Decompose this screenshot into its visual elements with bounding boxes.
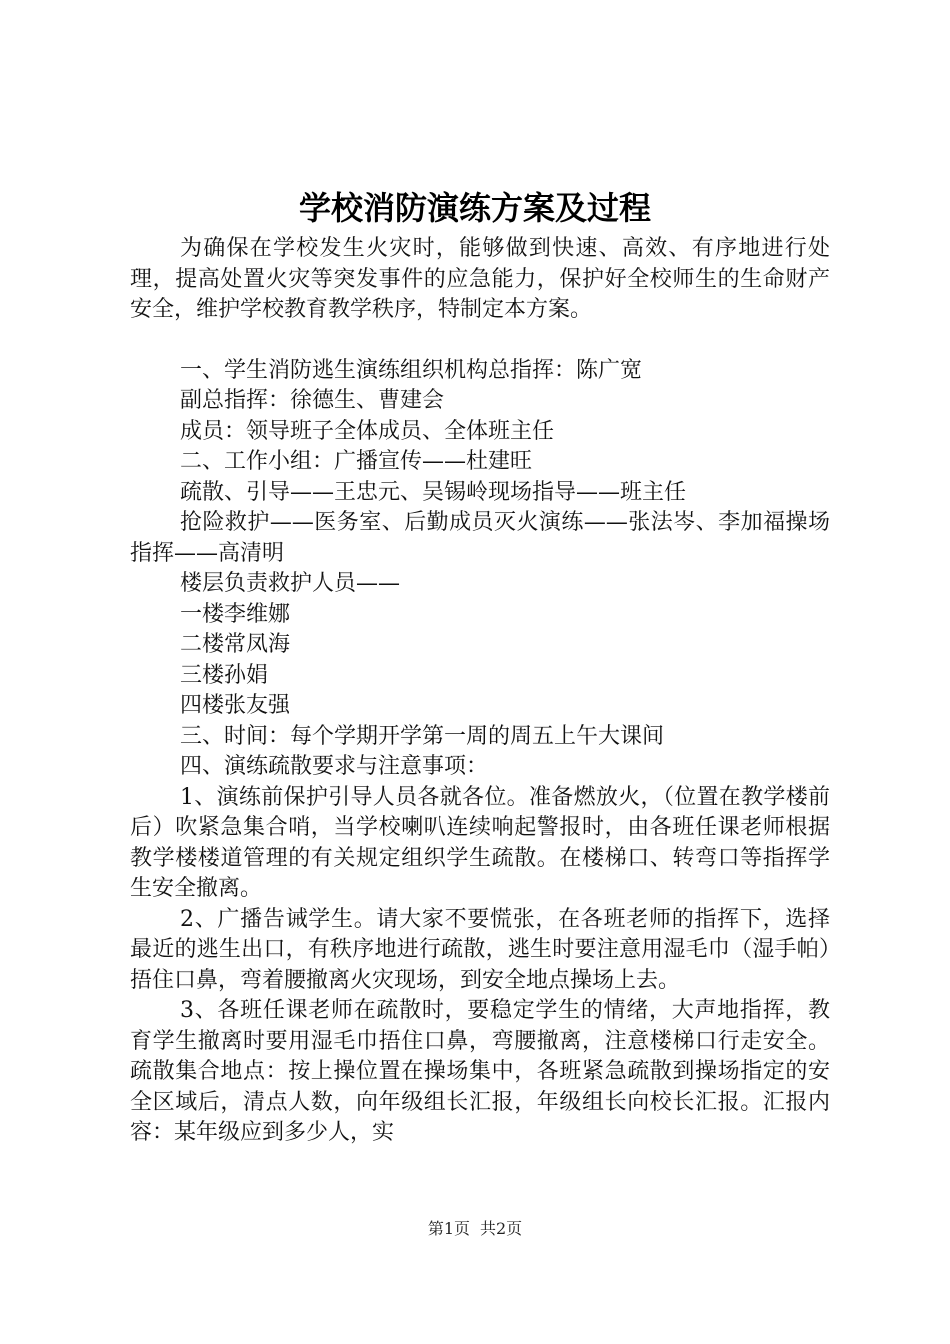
page-number: 第1页 — [427, 1219, 470, 1238]
paragraph-commander: 一、学生消防逃生演练组织机构总指挥：陈广宽 — [180, 357, 643, 383]
paragraph-time: 三、时间：每个学期开学第一周的周五上午大课间 — [180, 723, 665, 749]
paragraph-floor-2: 二楼常凤海 — [180, 632, 291, 657]
paragraph-requirements-heading: 四、演练疏散要求与注意事项： — [180, 754, 489, 779]
page-total: 共2页 — [480, 1219, 523, 1238]
paragraph-working-group: 二、工作小组：广播宣传——杜建旺 — [180, 449, 533, 474]
paragraph-requirement-1: 1、演练前保护引导人员各就各位。准备燃放火，（位置在教学楼前后）吹紧急集合哨，当学校喇叭连续响起警报时，由各班任课老师根据教学楼楼道管理的有关规定组织学生疏散。在楼梯口、转弯口等指挥学生安全撤离。 — [130, 784, 830, 901]
document-title: 学校消防演练方案及过程 — [298, 189, 651, 227]
paragraph-requirement-2: 2、广播告诫学生。请大家不要慌张，在各班老师的指挥下，选择最近的逃生出口，有秩序地进行疏散，逃生时要注意用湿毛巾（湿手帕）捂住口鼻，弯着腰撤离火灾现场，到安全地点操场上去。 — [130, 906, 830, 993]
paragraph-floor-staff: 楼层负责救护人员—— — [180, 571, 401, 596]
paragraph-evacuation-guide: 疏散、引导——王忠元、吴锡岭现场指导——班主任 — [180, 479, 687, 505]
paragraph-floor-1: 一楼李维娜 — [180, 601, 291, 627]
paragraph-members: 成员：领导班子全体成员、全体班主任 — [180, 418, 555, 444]
paragraph-requirement-3: 3、各班任课老师在疏散时，要稳定学生的情绪，大声地指挥，教育学生撤离时要用湿毛巾捂住口鼻，弯腰撤离，注意楼梯口行走安全。疏散集合地点：按上操位置在操场集中，各班紧急疏散到操场指定的安全区域后，清点人数，向年级组长汇报，年级组长向校长汇报。汇报内容：某年级应到多少人，实 — [130, 998, 830, 1145]
paragraph-rescue: 抢险救护——医务室、后勤成员灭火演练——张法岑、李加福操场指挥——高清明 — [130, 510, 830, 566]
document-body — [130, 234, 830, 1149]
paragraph-floor-4: 四楼张友强 — [180, 693, 291, 718]
paragraph-floor-3: 三楼孙娟 — [180, 662, 269, 688]
paragraph-deputy: 副总指挥：徐德生、曹建会 — [180, 388, 445, 413]
page-footer — [0, 1216, 950, 1239]
paragraph-intro: 为确保在学校发生火灾时，能够做到快速、高效、有序地进行处理，提高处置火灾等突发事件的应急能力，保护好全校师生的生命财产安全，维护学校教育教学秩序，特制定本方案。 — [130, 236, 830, 322]
